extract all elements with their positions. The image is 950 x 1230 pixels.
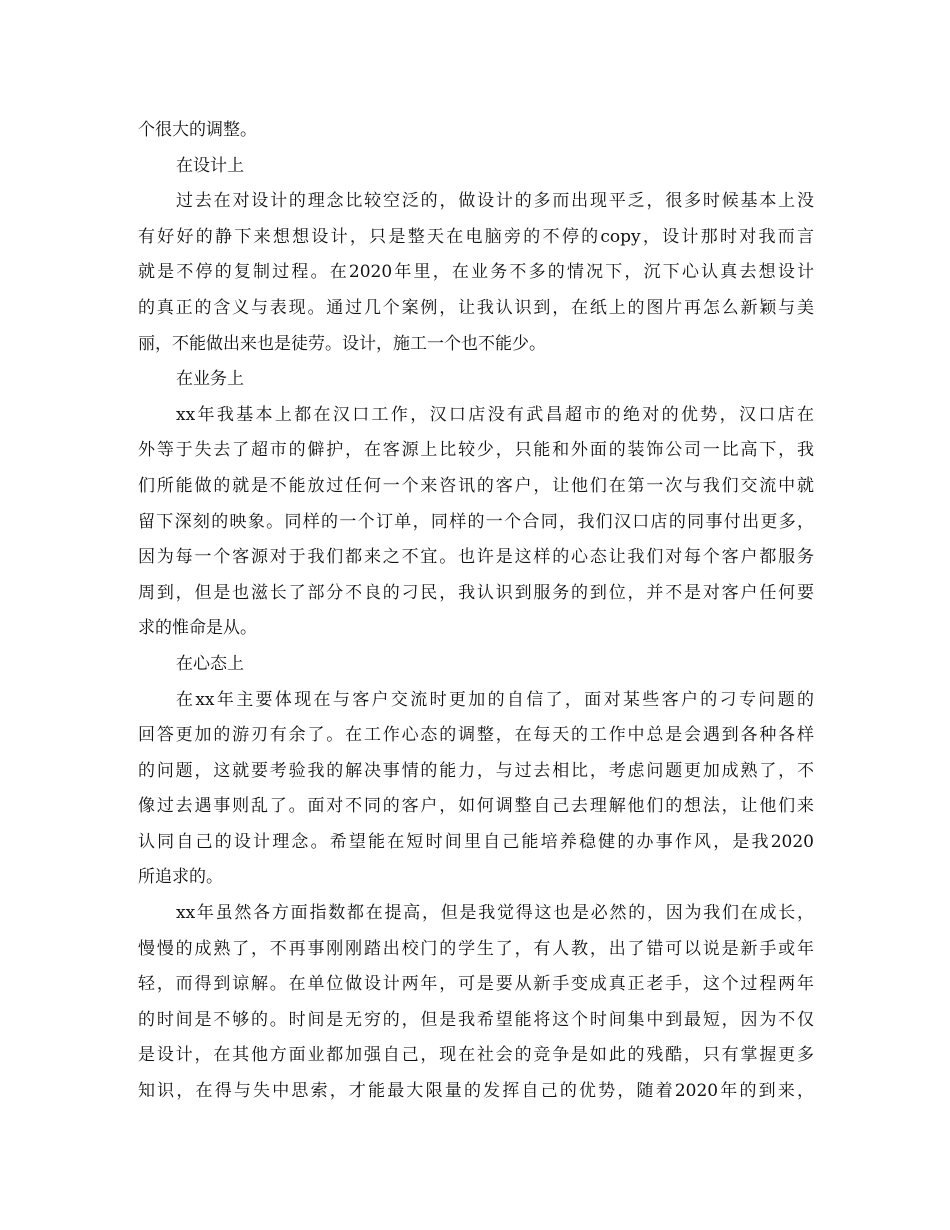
paragraph-line: 是设计，在其他方面业都加强自己，现在社会的竞争是如此的残酷，只有掌握更多 <box>138 1045 814 1066</box>
section-heading: 在心态上 <box>176 653 244 674</box>
paragraph-line: 因为每一个客源对于我们都来之不宜。也许是这样的心态让我们对每个客户都服务 <box>138 547 814 568</box>
paragraph-line: 过去在对设计的理念比较空泛的，做设计的多而出现平乏，很多时候基本上没 <box>176 191 814 212</box>
paragraph-line: 认同自己的设计理念。希望能在短时间里自己能培养稳健的办事作风，是我2020 <box>138 831 814 852</box>
paragraph-line: 就是不停的复制过程。在2020年里，在业务不多的情况下，沉下心认真去想设计 <box>138 262 814 283</box>
paragraph-line: 们所能做的就是不能放过任何一个来咨讯的客户，让他们在第一次与我们交流中就 <box>138 475 814 496</box>
paragraph-line: 留下深刻的映象。同样的一个订单，同样的一个合同，我们汉口店的同事付出更多， <box>138 511 814 532</box>
paragraph-line: 丽，不能做出来也是徒劳。设计，施工一个也不能少。 <box>138 333 546 354</box>
paragraph-line: 回答更加的游刃有余了。在工作心态的调整，在每天的工作中总是会遇到各种各样 <box>138 725 814 746</box>
paragraph-line: 所追求的。 <box>138 867 223 888</box>
paragraph-line: 有好好的静下来想想设计，只是整天在电脑旁的不停的copy，设计那时对我而言 <box>138 226 814 247</box>
paragraph-line: 的真正的含义与表现。通过几个案例，让我认识到，在纸上的图片再怎么新颖与美 <box>138 297 814 318</box>
paragraph-line: 周到，但是也滋长了部分不良的刁民，我认识到服务的到位，并不是对客户任何要 <box>138 582 814 603</box>
section-heading: 在设计上 <box>176 155 244 176</box>
document-body <box>138 113 814 1110</box>
paragraph-line: 的时间是不够的。时间是无穷的，但是我希望能将这个时间集中到最短，因为不仅 <box>138 1009 814 1030</box>
paragraph-line: 知识，在得与失中思索，才能最大限量的发挥自己的优势，随着2020年的到来， <box>138 1081 814 1102</box>
paragraph-line: 求的惟命是从。 <box>138 618 257 639</box>
paragraph-line: 轻，而得到谅解。在单位做设计两年，可是要从新手变成真正老手，这个过程两年 <box>138 974 814 995</box>
paragraph-line: 在xx年主要体现在与客户交流时更加的自信了，面对某些客户的刁专问题的 <box>176 689 814 710</box>
paragraph-line: xx年虽然各方面指数都在提高，但是我觉得这也是必然的，因为我们在成长， <box>176 903 814 924</box>
paragraph-line: xx年我基本上都在汉口工作，汉口店没有武昌超市的绝对的优势，汉口店在 <box>176 404 814 425</box>
paragraph-line: 像过去遇事则乱了。面对不同的客户，如何调整自己去理解他们的想法，让他们来 <box>138 796 814 817</box>
paragraph-line: 慢慢的成熟了，不再事刚刚踏出校门的学生了，有人教，出了错可以说是新手或年 <box>138 938 814 959</box>
section-heading: 在业务上 <box>176 369 244 390</box>
paragraph-line: 外等于失去了超市的僻护，在客源上比较少，只能和外面的装饰公司一比高下，我 <box>138 440 814 461</box>
paragraph-line: 的问题，这就要考验我的解决事情的能力，与过去相比，考虑问题更加成熟了，不 <box>138 760 814 781</box>
paragraph-line: 个很大的调整。 <box>138 120 257 140</box>
